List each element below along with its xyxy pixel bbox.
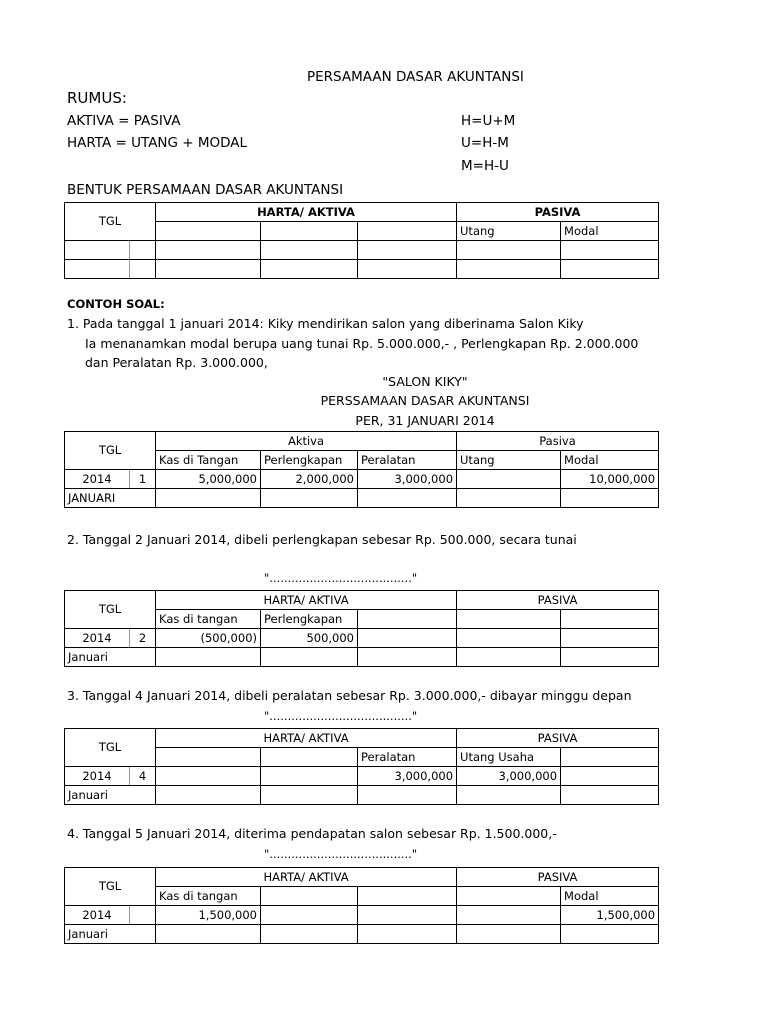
cell bbox=[261, 260, 358, 279]
cell bbox=[261, 489, 358, 508]
col-kas: Kas di tangan bbox=[156, 610, 261, 629]
col-cell bbox=[261, 887, 358, 906]
cell bbox=[261, 786, 358, 805]
month-cell: Januari bbox=[65, 925, 156, 944]
cell bbox=[358, 489, 457, 508]
tgl-header: TGL bbox=[65, 432, 156, 470]
cell bbox=[358, 925, 457, 944]
q1-statement: PERSSAMAAN DASAR AKUNTANSI bbox=[320, 393, 530, 408]
col-perlengkapan: Perlengkapan bbox=[261, 610, 358, 629]
value-kas: (500,000) bbox=[156, 629, 261, 648]
value-cell bbox=[358, 906, 457, 925]
cell bbox=[156, 786, 261, 805]
value-cell bbox=[457, 629, 561, 648]
col-utang-usaha: Utang Usaha bbox=[457, 748, 561, 767]
page-title: PERSAMAAN DASAR AKUNTANSI bbox=[307, 69, 524, 85]
q1-line-1: 1. Pada tanggal 1 januari 2014: Kiky mendirikan salon yang diberinama Salon Kiky bbox=[67, 316, 584, 331]
month-cell: JANUARI bbox=[65, 489, 156, 508]
year-cell: 2014 bbox=[65, 629, 130, 648]
tgl-header: TGL bbox=[65, 203, 156, 241]
harta-header: HARTA/ AKTIVA bbox=[156, 591, 457, 610]
value-cell bbox=[561, 767, 659, 786]
col-cell bbox=[156, 222, 261, 241]
q1-table bbox=[64, 431, 659, 508]
rumus-right-1: H=U+M bbox=[461, 113, 516, 129]
day-cell: 1 bbox=[130, 470, 156, 489]
cell bbox=[358, 241, 457, 260]
q3-text: 3. Tanggal 4 Januari 2014, dibeli peralatan sebesar Rp. 3.000.000,- dibayar minggu depan bbox=[67, 688, 632, 703]
cell bbox=[358, 786, 457, 805]
cell bbox=[156, 260, 261, 279]
harta-header: HARTA/ AKTIVA bbox=[156, 729, 457, 748]
q3-placeholder: "......................................." bbox=[264, 709, 418, 723]
col-peralatan: Peralatan bbox=[358, 748, 457, 767]
harta-header: HARTA/ AKTIVA bbox=[156, 868, 457, 887]
q1-line-3: dan Peralatan Rp. 3.000.000, bbox=[85, 355, 268, 370]
harta-header: HARTA/ AKTIVA bbox=[156, 203, 457, 222]
cell bbox=[156, 241, 261, 260]
tgl-header: TGL bbox=[65, 729, 156, 767]
pasiva-header: PASIVA bbox=[457, 203, 659, 222]
aktiva-header: Aktiva bbox=[156, 432, 457, 451]
cell bbox=[261, 925, 358, 944]
q4-table bbox=[64, 867, 659, 944]
contoh-heading: CONTOH SOAL: bbox=[67, 297, 165, 311]
q2-text: 2. Tanggal 2 Januari 2014, dibeli perlengkapan sebesar Rp. 500.000, secara tunai bbox=[67, 532, 577, 547]
pasiva-header: PASIVA bbox=[457, 729, 659, 748]
value-cell bbox=[156, 767, 261, 786]
col-kas: Kas di Tangan bbox=[156, 451, 261, 470]
q1-company: "SALON KIKY" bbox=[382, 374, 468, 389]
col-perlengkapan: Perlengkapan bbox=[261, 451, 358, 470]
q3-table bbox=[64, 728, 659, 805]
day-cell bbox=[130, 906, 156, 925]
value-utang-usaha: 3,000,000 bbox=[457, 767, 561, 786]
rumus-right-3: M=H-U bbox=[461, 158, 509, 174]
q1-period: PER, 31 JANUARI 2014 bbox=[355, 413, 495, 428]
cell bbox=[561, 241, 659, 260]
value-modal: 10,000,000 bbox=[561, 470, 659, 489]
q4-placeholder: "......................................." bbox=[264, 847, 418, 861]
day-cell: 4 bbox=[130, 767, 156, 786]
cell bbox=[65, 260, 130, 279]
rumus-label: RUMUS: bbox=[67, 89, 127, 107]
cell bbox=[358, 648, 457, 667]
cell bbox=[561, 786, 659, 805]
q1-line-2: Ia menanamkan modal berupa uang tunai Rp. 5.000.000,- , Perlengkapan Rp. 2.000.000 bbox=[85, 336, 639, 351]
cell bbox=[561, 925, 659, 944]
pasiva-header: PASIVA bbox=[457, 868, 659, 887]
col-cell bbox=[561, 748, 659, 767]
col-cell bbox=[261, 748, 358, 767]
year-cell: 2014 bbox=[65, 767, 130, 786]
cell bbox=[457, 786, 561, 805]
bentuk-heading: BENTUK PERSAMAAN DASAR AKUNTANSI bbox=[67, 182, 344, 198]
cell bbox=[261, 241, 358, 260]
year-cell: 2014 bbox=[65, 470, 130, 489]
col-modal: Modal bbox=[561, 887, 659, 906]
cell bbox=[561, 260, 659, 279]
day-cell: 2 bbox=[130, 629, 156, 648]
col-cell bbox=[358, 610, 457, 629]
col-kas: Kas di tangan bbox=[156, 887, 261, 906]
q2-table bbox=[64, 590, 659, 667]
cell bbox=[457, 648, 561, 667]
cell bbox=[457, 260, 561, 279]
cell bbox=[358, 260, 457, 279]
col-cell bbox=[261, 222, 358, 241]
cell bbox=[457, 241, 561, 260]
rumus-right-2: U=H-M bbox=[461, 135, 509, 151]
value-cell bbox=[261, 906, 358, 925]
value-cell bbox=[561, 629, 659, 648]
cell bbox=[156, 925, 261, 944]
col-cell bbox=[561, 610, 659, 629]
value-kas: 5,000,000 bbox=[156, 470, 261, 489]
rumus-left-1: AKTIVA = PASIVA bbox=[67, 113, 181, 129]
value-kas: 1,500,000 bbox=[156, 906, 261, 925]
col-cell bbox=[457, 610, 561, 629]
col-cell bbox=[156, 748, 261, 767]
col-utang: Utang bbox=[457, 451, 561, 470]
col-modal: Modal bbox=[561, 451, 659, 470]
month-cell: Januari bbox=[65, 648, 156, 667]
cell bbox=[261, 648, 358, 667]
cell bbox=[561, 489, 659, 508]
value-modal: 1,500,000 bbox=[561, 906, 659, 925]
value-cell bbox=[261, 767, 358, 786]
pasiva-header: PASIVA bbox=[457, 591, 659, 610]
cell bbox=[457, 925, 561, 944]
cell bbox=[156, 489, 261, 508]
col-cell bbox=[457, 887, 561, 906]
bentuk-table bbox=[64, 202, 659, 279]
value-cell bbox=[457, 906, 561, 925]
col-peralatan: Peralatan bbox=[358, 451, 457, 470]
value-peralatan: 3,000,000 bbox=[358, 470, 457, 489]
value-perlengkapan: 2,000,000 bbox=[261, 470, 358, 489]
value-perlengkapan: 500,000 bbox=[261, 629, 358, 648]
cell bbox=[65, 241, 130, 260]
q2-placeholder: "......................................." bbox=[264, 571, 418, 585]
cell bbox=[130, 260, 156, 279]
cell bbox=[130, 241, 156, 260]
pasiva-header: Pasiva bbox=[457, 432, 659, 451]
value-utang bbox=[457, 470, 561, 489]
col-cell bbox=[358, 887, 457, 906]
rumus-left-2: HARTA = UTANG + MODAL bbox=[67, 135, 248, 151]
tgl-header: TGL bbox=[65, 868, 156, 906]
value-peralatan: 3,000,000 bbox=[358, 767, 457, 786]
q4-text: 4. Tanggal 5 Januari 2014, diterima pendapatan salon sebesar Rp. 1.500.000,- bbox=[67, 826, 557, 841]
col-cell bbox=[358, 222, 457, 241]
cell bbox=[561, 648, 659, 667]
col-utang: Utang bbox=[457, 222, 561, 241]
cell bbox=[156, 648, 261, 667]
month-cell: Januari bbox=[65, 786, 156, 805]
col-modal: Modal bbox=[561, 222, 659, 241]
cell bbox=[457, 489, 561, 508]
tgl-header: TGL bbox=[65, 591, 156, 629]
value-cell bbox=[358, 629, 457, 648]
year-cell: 2014 bbox=[65, 906, 130, 925]
